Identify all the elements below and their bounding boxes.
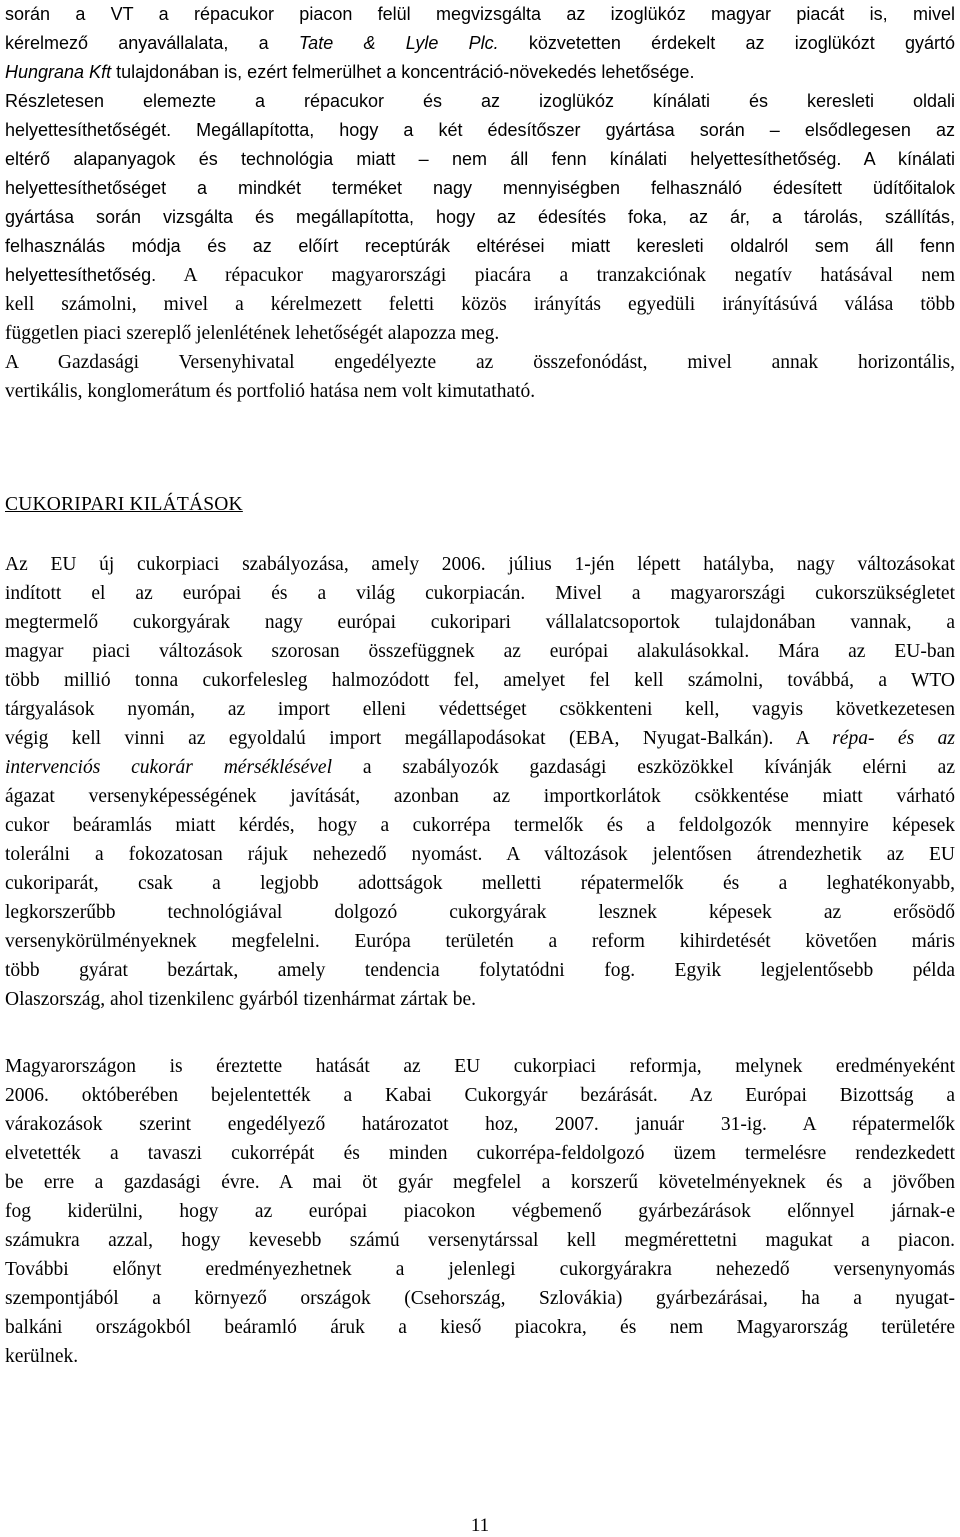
intro-line: gyártása során vizsgálta és megállapította, hogy az édesítés foka, az ár, a tárolás, szállítás, — [5, 207, 955, 227]
paragraph-line: Magyarországon is éreztette hatását az EU cukorpiaci reformja, melynek eredményeként — [5, 1056, 955, 1077]
paragraph-line: cukoriparát, csak a legjobb adottságok melletti répatermelők és a leghatékonyabb, — [5, 873, 955, 894]
intro-line: vertikális, konglomerátum és portfolió hatása nem volt kimutatható. — [5, 381, 536, 402]
paragraph-line: végig kell vinni az egyoldalú import megállapodásokat (EBA, Nyugat-Balkán). A répa- és az — [5, 728, 955, 749]
paragraph-line: magyar piaci változások szorosan összefüggnek az európai alakulásokkal. Mára az EU-ban — [5, 641, 955, 662]
intro-line: felhasználás módja és az előírt receptúrák eltérései miatt keresleti oldalról sem áll fenn — [5, 236, 955, 256]
paragraph-line: várakozások szerint engedélyező határozatot hoz, 2007. január 31-ig. A répatermelők — [5, 1114, 955, 1135]
paragraph-line: kerülnek. — [5, 1346, 79, 1367]
paragraph-line: Olaszország, ahol tizenkilenc gyárból tizenhármat zártak be. — [5, 989, 477, 1010]
intro-line: során a VT a répacukor piacon felül megvizsgálta az izoglükóz magyar piacát is, mivel — [5, 4, 955, 24]
paragraph-line: További előnyt eredményezhetnek a jelenlegi cukorgyárakra nehezedő versenynyomás — [5, 1259, 955, 1280]
company-name: Hungrana Kft — [5, 62, 112, 82]
paragraph-cukoripari — [5, 550, 955, 1014]
intro-line: A Gazdasági Versenyhivatal engedélyezte az összefonódást, mivel annak horizontális, — [5, 352, 955, 373]
intro-line: Részletesen elemezte a répacukor és az izoglükóz kínálati és keresleti oldali — [5, 91, 955, 111]
paragraph-line: intervenciós cukorár mérséklésével a szabályozók gazdasági eszközökkel kívánják elérni az — [5, 757, 955, 778]
paragraph-line: cukor beáramlás miatt kérdés, hogy a cukorrépa termelők és a feldolgozók mennyire képesek — [5, 815, 955, 836]
paragraph-line: tárgyalások nyomán, az import elleni védettséget csökkenteni kell, vagyis következetesen — [5, 699, 955, 720]
italic-phrase: intervenciós cukorár mérséklésével — [5, 757, 332, 778]
paragraph-line: legkorszerűbb technológiával dolgozó cukorgyárak lesznek képesek az erősödő — [5, 902, 955, 923]
company-name: Tate & Lyle Plc. — [298, 33, 499, 53]
intro-line: helyettesíthetőségét. Megállapította, hogy a két édesítőszer gyártása során – elsődlegesen az — [5, 120, 955, 140]
paragraph-line: több gyárat bezártak, amely tendencia folytatódni fog. Egyik legjelentősebb példa — [5, 960, 955, 981]
paragraph-line: megtermelő cukorgyárak nagy európai cukoripari vállalatcsoportok tulajdonában vannak, a — [5, 612, 955, 633]
paragraph-line: versenykörülményeknek megfelelni. Európa területén a reform kihirdetését követően máris — [5, 931, 955, 952]
paragraph-line: fog kiderülni, hogy az európai piacokon végbemenő gyárbezárások előnnyel járnak-e — [5, 1201, 955, 1222]
paragraph-line: elvetették a tavaszi cukorrépát és minden cukorrépa-feldolgozó üzem termelésre rendezkedett — [5, 1143, 955, 1164]
paragraph-line: balkáni országokból beáramló áruk a kieső piacokra, és nem Magyarország területére — [5, 1317, 955, 1338]
paragraph-line: szempontjából a környező országok (Csehország, Szlovákia) gyárbezárásai, ha a nyugat- — [5, 1288, 955, 1309]
intro-line: független piaci szereplő jelenlétének lehetőségét alapozza meg. — [5, 323, 500, 344]
page-number: 11 — [470, 1515, 490, 1536]
paragraph-line: 2006. októberében bejelentették a Kabai Cukorgyár bezárását. Az Európai Bizottság a — [5, 1085, 955, 1106]
paragraph-line: be erre a gazdasági évre. A mai öt gyár megfelel a korszerű követelményeknek és a jövőben — [5, 1172, 955, 1193]
italic-phrase: répa- és az — [832, 728, 955, 749]
intro-line: eltérő alapanyagok és technológia miatt – nem áll fenn kínálati helyettesíthetőség. A kínálati — [5, 149, 955, 169]
intro-line: kérelmező anyavállalata, a Tate & Lyle Plc. közvetetten érdekelt az izoglükózt gyártó — [5, 33, 955, 53]
paragraph-line: indított el az európai és a világ cukorpiacán. Mivel a magyarországi cukorszükségletet — [5, 583, 955, 604]
paragraph-line: tolerálni a fokozatosan rájuk nehezedő nyomást. A változások jelentősen átrendezhetik az EU — [5, 844, 955, 865]
paragraph-line: ágazat versenyképességének javítását, azonban az importkorlátok csökkentése miatt várható — [5, 786, 955, 807]
paragraph-line: Az EU új cukorpiaci szabályozása, amely 2006. július 1-jén lépett hatályba, nagy változásokat — [5, 554, 955, 575]
intro-line: helyettesíthetőség. A répacukor magyarországi piacára a tranzakciónak negatív hatásával nem — [5, 265, 955, 286]
intro-paragraph — [5, 0, 955, 406]
paragraph-line: több millió tonna cukorfelesleg halmozódott fel, amelyet fel kell számolni, továbbá, a WTO — [5, 670, 955, 691]
intro-line: Hungrana Kft tulajdonában is, ezért felmerülhet a koncentráció-növekedés lehetősége. — [5, 62, 695, 82]
intro-line: kell számolni, mivel a kérelmezett feletti közös irányítás egyedüli irányításúvá válása több — [5, 294, 955, 315]
paragraph-line: számukra azzal, hogy kevesebb számú versenytárssal kell megmérettetni magukat a piacon. — [5, 1230, 955, 1251]
paragraph-magyarorszag — [5, 1052, 955, 1371]
section-heading: CUKORIPARI KILÁTÁSOK — [5, 494, 243, 515]
intro-line: helyettesíthetőséget a mindkét terméket nagy mennyiségben felhasználó édesített üdítőitalok — [5, 178, 955, 198]
